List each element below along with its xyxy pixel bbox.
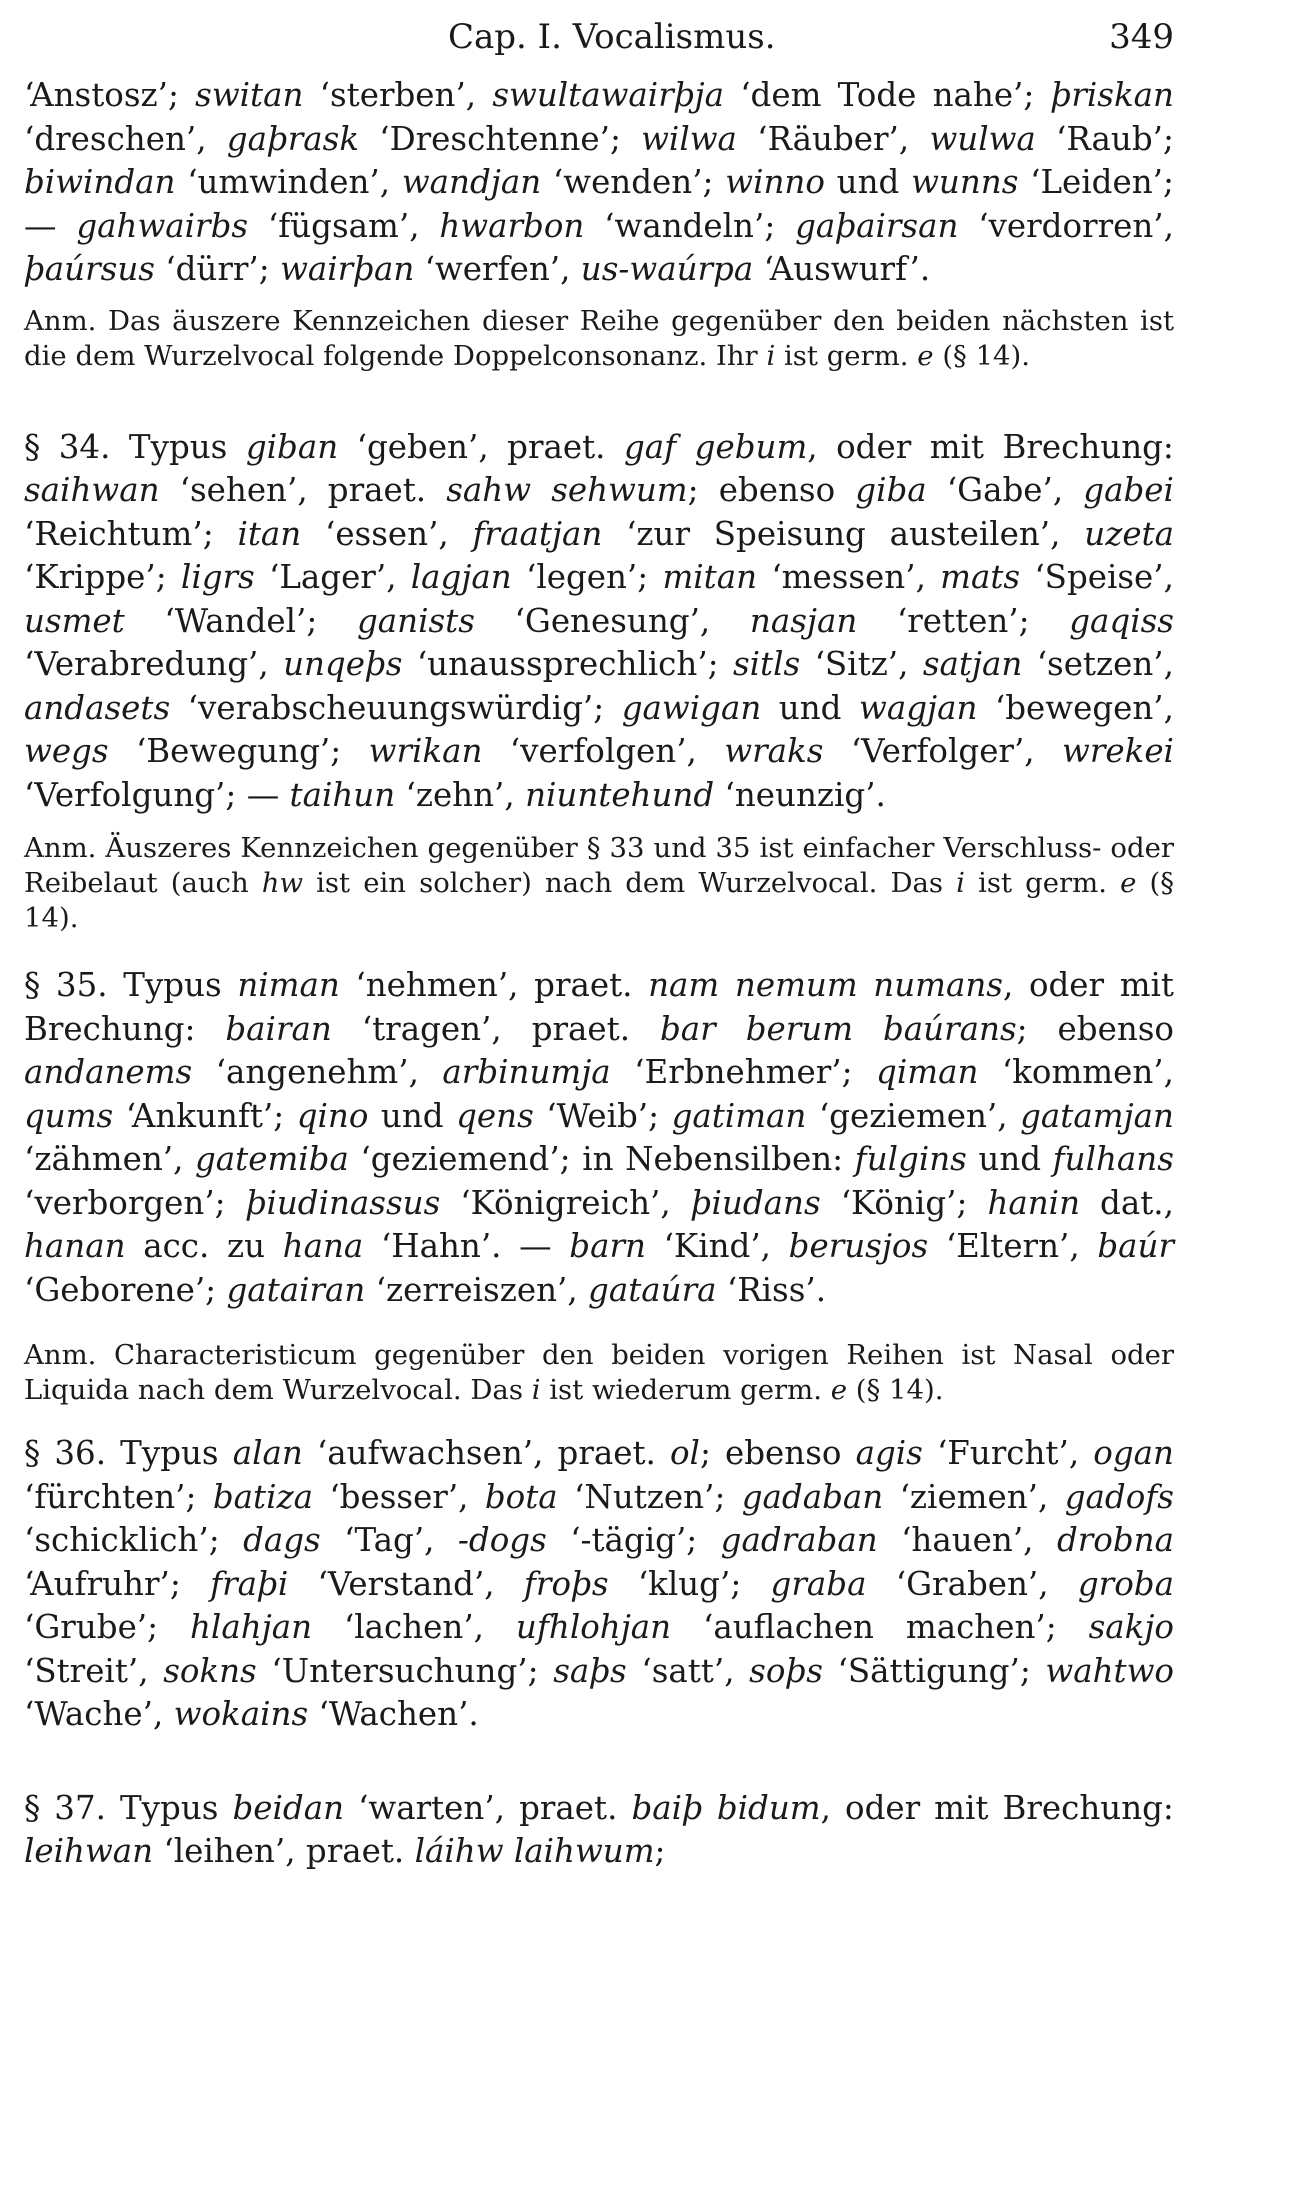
paragraph-33-continued: ‘Anstosz’; switan ‘sterben’, swultawairþja ‘dem Tode nahe’; þriskan ‘dreschen’, gaþrask ‘Dreschtenne’; wilwa ‘Räuber’, wulwa ‘Raub’; biwindan ‘umwinden’, wandjan ‘wenden’; winno und wunns ‘Leiden’; — gahwairbs ‘fügsam’, hwarbon ‘wandeln’; gaþairsan ‘verdorren’, þaúrsus ‘dürr’; wairþan ‘werfen’, us-waúrpa ‘Auswurf’. (24, 76, 1174, 288)
annotation-33: Anm. Das äuszere Kennzeichen dieser Reihe gegenüber den beiden nächsten ist die dem Wurzelvocal folgende Doppelconsonanz. Ihr i ist germ. e (§ 14). (24, 304, 1175, 372)
paragraph-37: § 37. Typus beidan ‘warten’, praet. baiþ bidum, oder mit Brechung: leihwan ‘leihen’, praet. láihw laihwum; (24, 1788, 1174, 1870)
chapter-title: Cap. I. Vocalismus. (448, 17, 776, 57)
paragraph-34: § 34. Typus giban ‘geben’, praet. gaf gebum, oder mit Brechung: saihwan ‘sehen’, praet. sahw sehwum; ebenso giba ‘Gabe’, gabei ‘Reichtum’; itan ‘essen’, fraatjan ‘zur Speisung austeilen’, uzeta ‘Krippe’; ligrs ‘Lager’, lagjan ‘legen’; mitan ‘messen’, mats ‘Speise’, usmet ‘Wandel’; ganists ‘Genesung’, nasjan ‘retten’; gaqiss ‘Verabredung’, unqeþs ‘unaussprechlich’; sitls ‘Sitz’, satjan ‘setzen’, andasets ‘verabscheuungswürdig’; gawigan und wagjan ‘bewegen’, wegs ‘Bewegung’; wrikan ‘verfolgen’, wraks ‘Verfolger’, wrekei ‘Verfolgung’; — taihun ‘zehn’, niuntehund ‘neunzig’. (24, 427, 1174, 814)
annotation-34: Anm. Äuszeres Kennzeichen gegenüber § 33 und 35 ist einfacher Verschluss- oder Reibelaut (auch hw ist ein solcher) nach dem Wurzelvocal. Das i ist germ. e (§ 14). (24, 832, 1174, 934)
page-number: 349 (1109, 17, 1174, 57)
running-header (24, 12, 1174, 62)
paragraph-35: § 35. Typus niman ‘nehmen’, praet. nam nemum numans, oder mit Brechung: bairan ‘tragen’, praet. bar berum baúrans; ebenso andanems ‘angenehm’, arbinumja ‘Erbnehmer’; qiman ‘kommen’, qums ‘Ankunft’; qino und qens ‘Weib’; gatiman ‘geziemen’, gatamjan ‘zähmen’, gatemiba ‘geziemend’; in Nebensilben: fulgins und fulhans ‘verborgen’; þiudinassus ‘Königreich’, þiudans ‘König’; hanin dat., hanan acc. zu hana ‘Hahn’. — barn ‘Kind’, berusjos ‘Eltern’, baúr ‘Geborene’; gatairan ‘zerreiszen’, gataúra ‘Riss’. (24, 966, 1174, 1309)
annotation-35: Anm. Characteristicum gegenüber den beiden vorigen Reihen ist Nasal oder Liquida nach dem Wurzelvocal. Das i ist wiederum germ. e (§ 14). (24, 1339, 1175, 1406)
paragraph-36: § 36. Typus alan ‘aufwachsen’, praet. ol; ebenso agis ‘Furcht’, ogan ‘fürchten’; batiza ‘besser’, bota ‘Nutzen’; gadaban ‘ziemen’, gadofs ‘schicklich’; dags ‘Tag’, -dogs ‘-tägig’; gadraban ‘hauen’, drobna ‘Aufruhr’; fraþi ‘Verstand’, froþs ‘klug’; graba ‘Graben’, groba ‘Grube’; hlahjan ‘lachen’, ufhlohjan ‘auflachen machen’; sakjo ‘Streit’, sokns ‘Untersuchung’; saþs ‘satt’, soþs ‘Sättigung’; wahtwo ‘Wache’, wokains ‘Wachen’. (24, 1434, 1174, 1733)
